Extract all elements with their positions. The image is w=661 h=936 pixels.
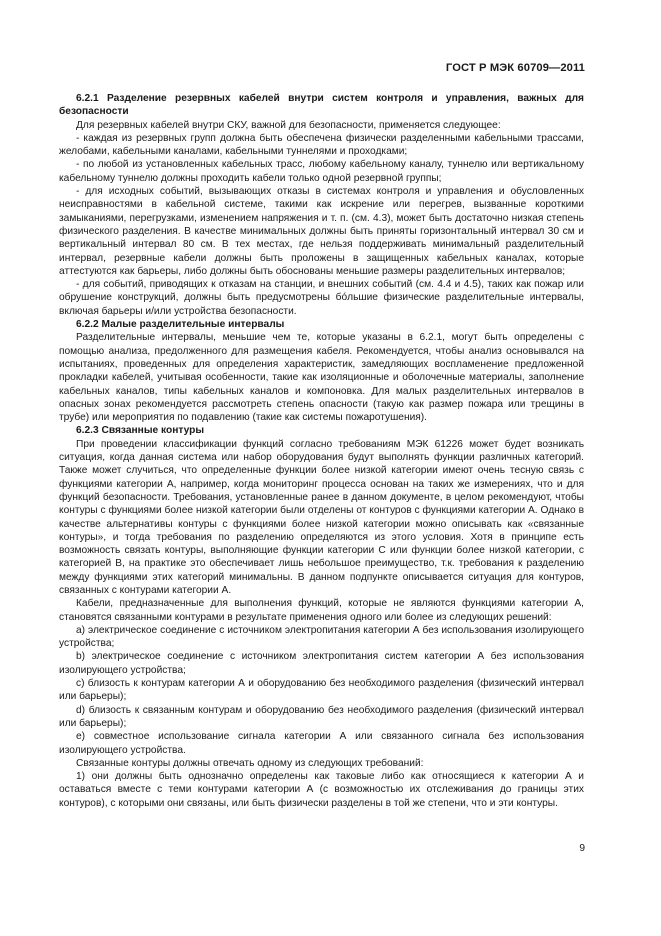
document-code: ГОСТ Р МЭК 60709—2011 [445, 62, 585, 74]
section-number: 6.2.3 [76, 425, 102, 437]
list-item: е) совместное использование сигнала категории А или связанного сигнала без использования изолирующего устройства. [59, 731, 584, 756]
list-item: - каждая из резервных групп должна быть обеспечена физически разделенными кабельными трассами, желобами, кабельными каналами, кабельными туннелями и проходками; [59, 132, 584, 158]
list-item: 1) они должны быть однозначно определены как таковые либо как относящиеся к категории А и оставаться вместе с теми контурами категории А (с возможностью их отслеживания до границы этих контуров), с которыми они связаны, или быть физически разделены в той же степени, что и эти контуры. [59, 771, 584, 809]
list-item: d) близость к связанным контурам и оборудованию без необходимого разделения (физический интервал или барьеры); [59, 704, 584, 729]
list-item: - для исходных событий, вызывающих отказы в системах контроля и управления и обусловленных неисправностями в кабельной системе, такими как искрение или перегрев, вызванные короткими замыканиями, перегрузками, изменением напряжения и т. п. (см. 4.3), может быть достаточно низкая степень физического разделения. В качестве минимальных должны быть приняты горизонтальный интервал 30 см и вертикальный интервал 80 см. В тех местах, где нельзя поддерживать минимальный разделительный интервал, резервные кабели должны быть проложены в защищенных кабельных каналах, которые аттестуются как барьеры, либо должны быть обоснованы меньшие размеры разделительных интервалов; [59, 186, 584, 277]
list-item: - для событий, приводящих к отказам на станции, и внешних событий (см. 4.4 и 4.5), таких как пожар или обрушение конструкций, должны быть предусмотрены бóльшие физические разделительные интервалы, включая барьеры и/или устройства безопасности. [59, 279, 584, 317]
section-6-2-2-heading [59, 318, 584, 331]
section-number: 6.2.1 [76, 93, 107, 104]
paragraph: Кабели, предназначенные для выполнения функций, которые не являются функциями категории А, становятся связанными контурами в результате применения одного или более из следующих решений: [59, 598, 584, 623]
paragraph: Для резервных кабелей внутри СКУ, важной для безопасности, применяется следующее: [76, 119, 501, 131]
section-title: Малые разделительные интервалы [101, 319, 285, 331]
document-body [59, 92, 584, 810]
section-title: Разделение резервных кабелей внутри систем контроля и управления, важных для безопасности [59, 93, 584, 118]
section-number: 6.2.2 [76, 319, 102, 331]
paragraph: Связанные контуры должны отвечать одному из следующих требований: [76, 757, 424, 769]
list-item: а) электрическое соединение с источником электропитания категории А без использования изолирующего устройства; [59, 624, 584, 650]
paragraph: При проведении классификации функций согласно требованиям МЭК 61226 может будет возникать ситуация, когда данная система или набор оборудования будут выполнять функции различных категорий. Также может случиться, что определенные функции более низкой категории имеют очень тесную связь с функциями категории А, например, когда мониторинг процесса основан на таких же измерениях, что и для функций безопасности. Требования, установленные ранее в данном документе, в целом рекомендуют, чтобы контуры с функциями более низкой категории были отделены от контуров с функциями категории А. Однако в качестве альтернативы контуры с функциями более низкой категории можно описывать как «связанные контуры», и тогда требования по разделению определяются из этого условия. Хотя в принципе есть возможность связать контуры, выполняющие функции категории С или функции более низкой категории, с категорией В, на практике это обеспечивает лишь небольшое преимущество, т.к. требования к разделению между функциями этих категорий минимальны. В данном подпункте описывается ситуация для контуров, связанных с контурами категории А. [59, 438, 584, 596]
paragraph: Разделительные интервалы, меньшие чем те, которые указаны в 6.2.1, могут быть определены с помощью анализа, предолженного для размещения кабеля. Рекомендуется, чтобы анализ основывался на испытаниях, проведенных для определения характеристик, замедляющих воспламенение предложенной прокладки кабелей, учитывая особенности, такие как изоляционные и оболочечные материалы, заполнение кабельных каналов, типы кабельных каналов и компоновка. Для малых разделительных интервалов в опасных зонах рекомендуется рассмотреть степень опасности (такую как размер пожара или трещины в трубе) или мероприятия по подавлению (такие как системы пожаротушения). [59, 332, 584, 424]
list-item: b) электрическое соединение с источником электропитания систем категории А без использования изолирующего устройства; [59, 651, 584, 676]
section-6-2-3-heading [59, 424, 584, 437]
list-item: - по любой из установленных кабельных трасс, любому кабельному каналу, туннелю или вертикальному кабельному туннелю должны проходить кабели только одной резервной группы; [59, 159, 584, 184]
page-number: 9 [579, 843, 585, 854]
section-title: Связанные контуры [101, 425, 205, 437]
section-6-2-1-heading [59, 92, 584, 119]
list-item: с) близость к контурам категории А и оборудованию без необходимого разделения (физический интервал или барьеры); [59, 678, 584, 703]
